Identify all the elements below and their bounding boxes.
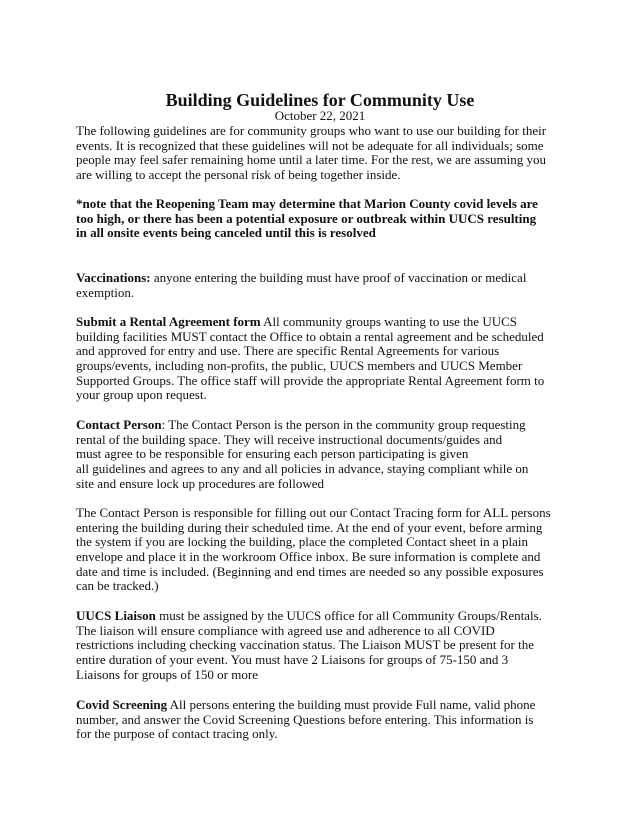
line: Supported Groups. The office staff will provide the appropriate Rental Agreement form to xyxy=(76,372,545,388)
note-paragraph xyxy=(76,197,538,241)
line: can be tracked.) xyxy=(76,578,159,594)
section-heading: Covid Screening xyxy=(76,697,168,712)
line: the system if you are locking the building, place the completed Contact sheet in a plain xyxy=(76,534,528,550)
line: The Contact Person is responsible for filling out our Contact Tracing form for ALL persons xyxy=(76,505,551,520)
line: The following guidelines are for community groups who want to use our building for their xyxy=(76,123,547,138)
line: date and time is included. (Beginning and end times are needed so any possible exposures xyxy=(76,563,544,579)
line: are willing to accept the personal risk of being together inside. xyxy=(76,167,401,183)
line: envelope and place it in the workroom Office inbox. Be sure information is complete and xyxy=(76,549,541,565)
contact-person-section xyxy=(76,418,528,491)
section-heading: Vaccinations: xyxy=(76,270,151,285)
section-heading: UUCS Liaison xyxy=(76,608,156,623)
line: entire duration of your event. You must have 2 Liaisons for groups of 75-150 and 3 xyxy=(76,652,509,668)
line: in all onsite events being canceled until this is resolved xyxy=(76,225,376,241)
line: anyone entering the building must have proof of vaccination or medical xyxy=(150,270,527,285)
line: all guidelines and agrees to any and all policies in advance, staying compliant while on xyxy=(76,461,529,477)
document-date: October 22, 2021 xyxy=(274,108,366,123)
line: *note that the Reopening Team may determine that Marion County covid levels are xyxy=(76,196,538,211)
line: number, and answer the Covid Screening Questions before entering. This information is xyxy=(76,711,534,727)
liaison-section xyxy=(76,609,542,682)
line: restrictions including checking vaccination status. The Liaison MUST be present for the xyxy=(76,637,535,653)
line: your group upon request. xyxy=(76,387,207,403)
line: The liaison will ensure compliance with agreed use and adherence to all COVID xyxy=(76,622,495,638)
rental-agreement-section xyxy=(76,315,544,403)
section-heading: Contact Person xyxy=(76,417,162,432)
line: All community groups wanting to use the UUCS xyxy=(260,314,518,329)
line: and approved for entry and use. There are specific Rental Agreements for various xyxy=(76,343,500,359)
vaccinations-section xyxy=(76,271,526,300)
line: too high, or there has been a potential exposure or outbreak within UUCS resulting xyxy=(76,210,537,226)
line: site and ensure lock up procedures are followed xyxy=(76,475,324,491)
intro-paragraph xyxy=(76,124,546,183)
line: events. It is recognized that these guidelines will not be adequate for all individuals; some xyxy=(76,137,544,153)
line: rental of the building space. They will receive instructional documents/guides and xyxy=(76,431,503,447)
line: must be assigned by the UUCS office for all Community Groups/Rentals. xyxy=(155,608,542,623)
document-title: Building Guidelines for Community Use xyxy=(165,90,475,110)
line: entering the building during their scheduled time. At the end of your event, before arming xyxy=(76,519,543,535)
line: for the purpose of contact tracing only. xyxy=(76,726,278,742)
line: groups/events, including non-profits, the public, UUCS members and UUCS Member xyxy=(76,358,523,374)
line: exemption. xyxy=(76,284,135,300)
contact-tracing-paragraph xyxy=(76,506,551,594)
line: building facilities MUST contact the Office to obtain a rental agreement and be scheduled xyxy=(76,328,544,344)
covid-screening-section xyxy=(76,698,535,742)
line: people may feel safer remaining home until a later time. For the rest, we are assuming you xyxy=(76,152,547,168)
line: All persons entering the building must provide Full name, valid phone xyxy=(167,697,536,712)
line: : The Contact Person is the person in the community group requesting xyxy=(161,417,526,432)
section-heading: Submit a Rental Agreement form xyxy=(76,314,261,329)
line: Liaisons for groups of 150 or more xyxy=(76,666,258,682)
line: must agree to be responsible for ensuring each person participating is given xyxy=(76,446,469,462)
